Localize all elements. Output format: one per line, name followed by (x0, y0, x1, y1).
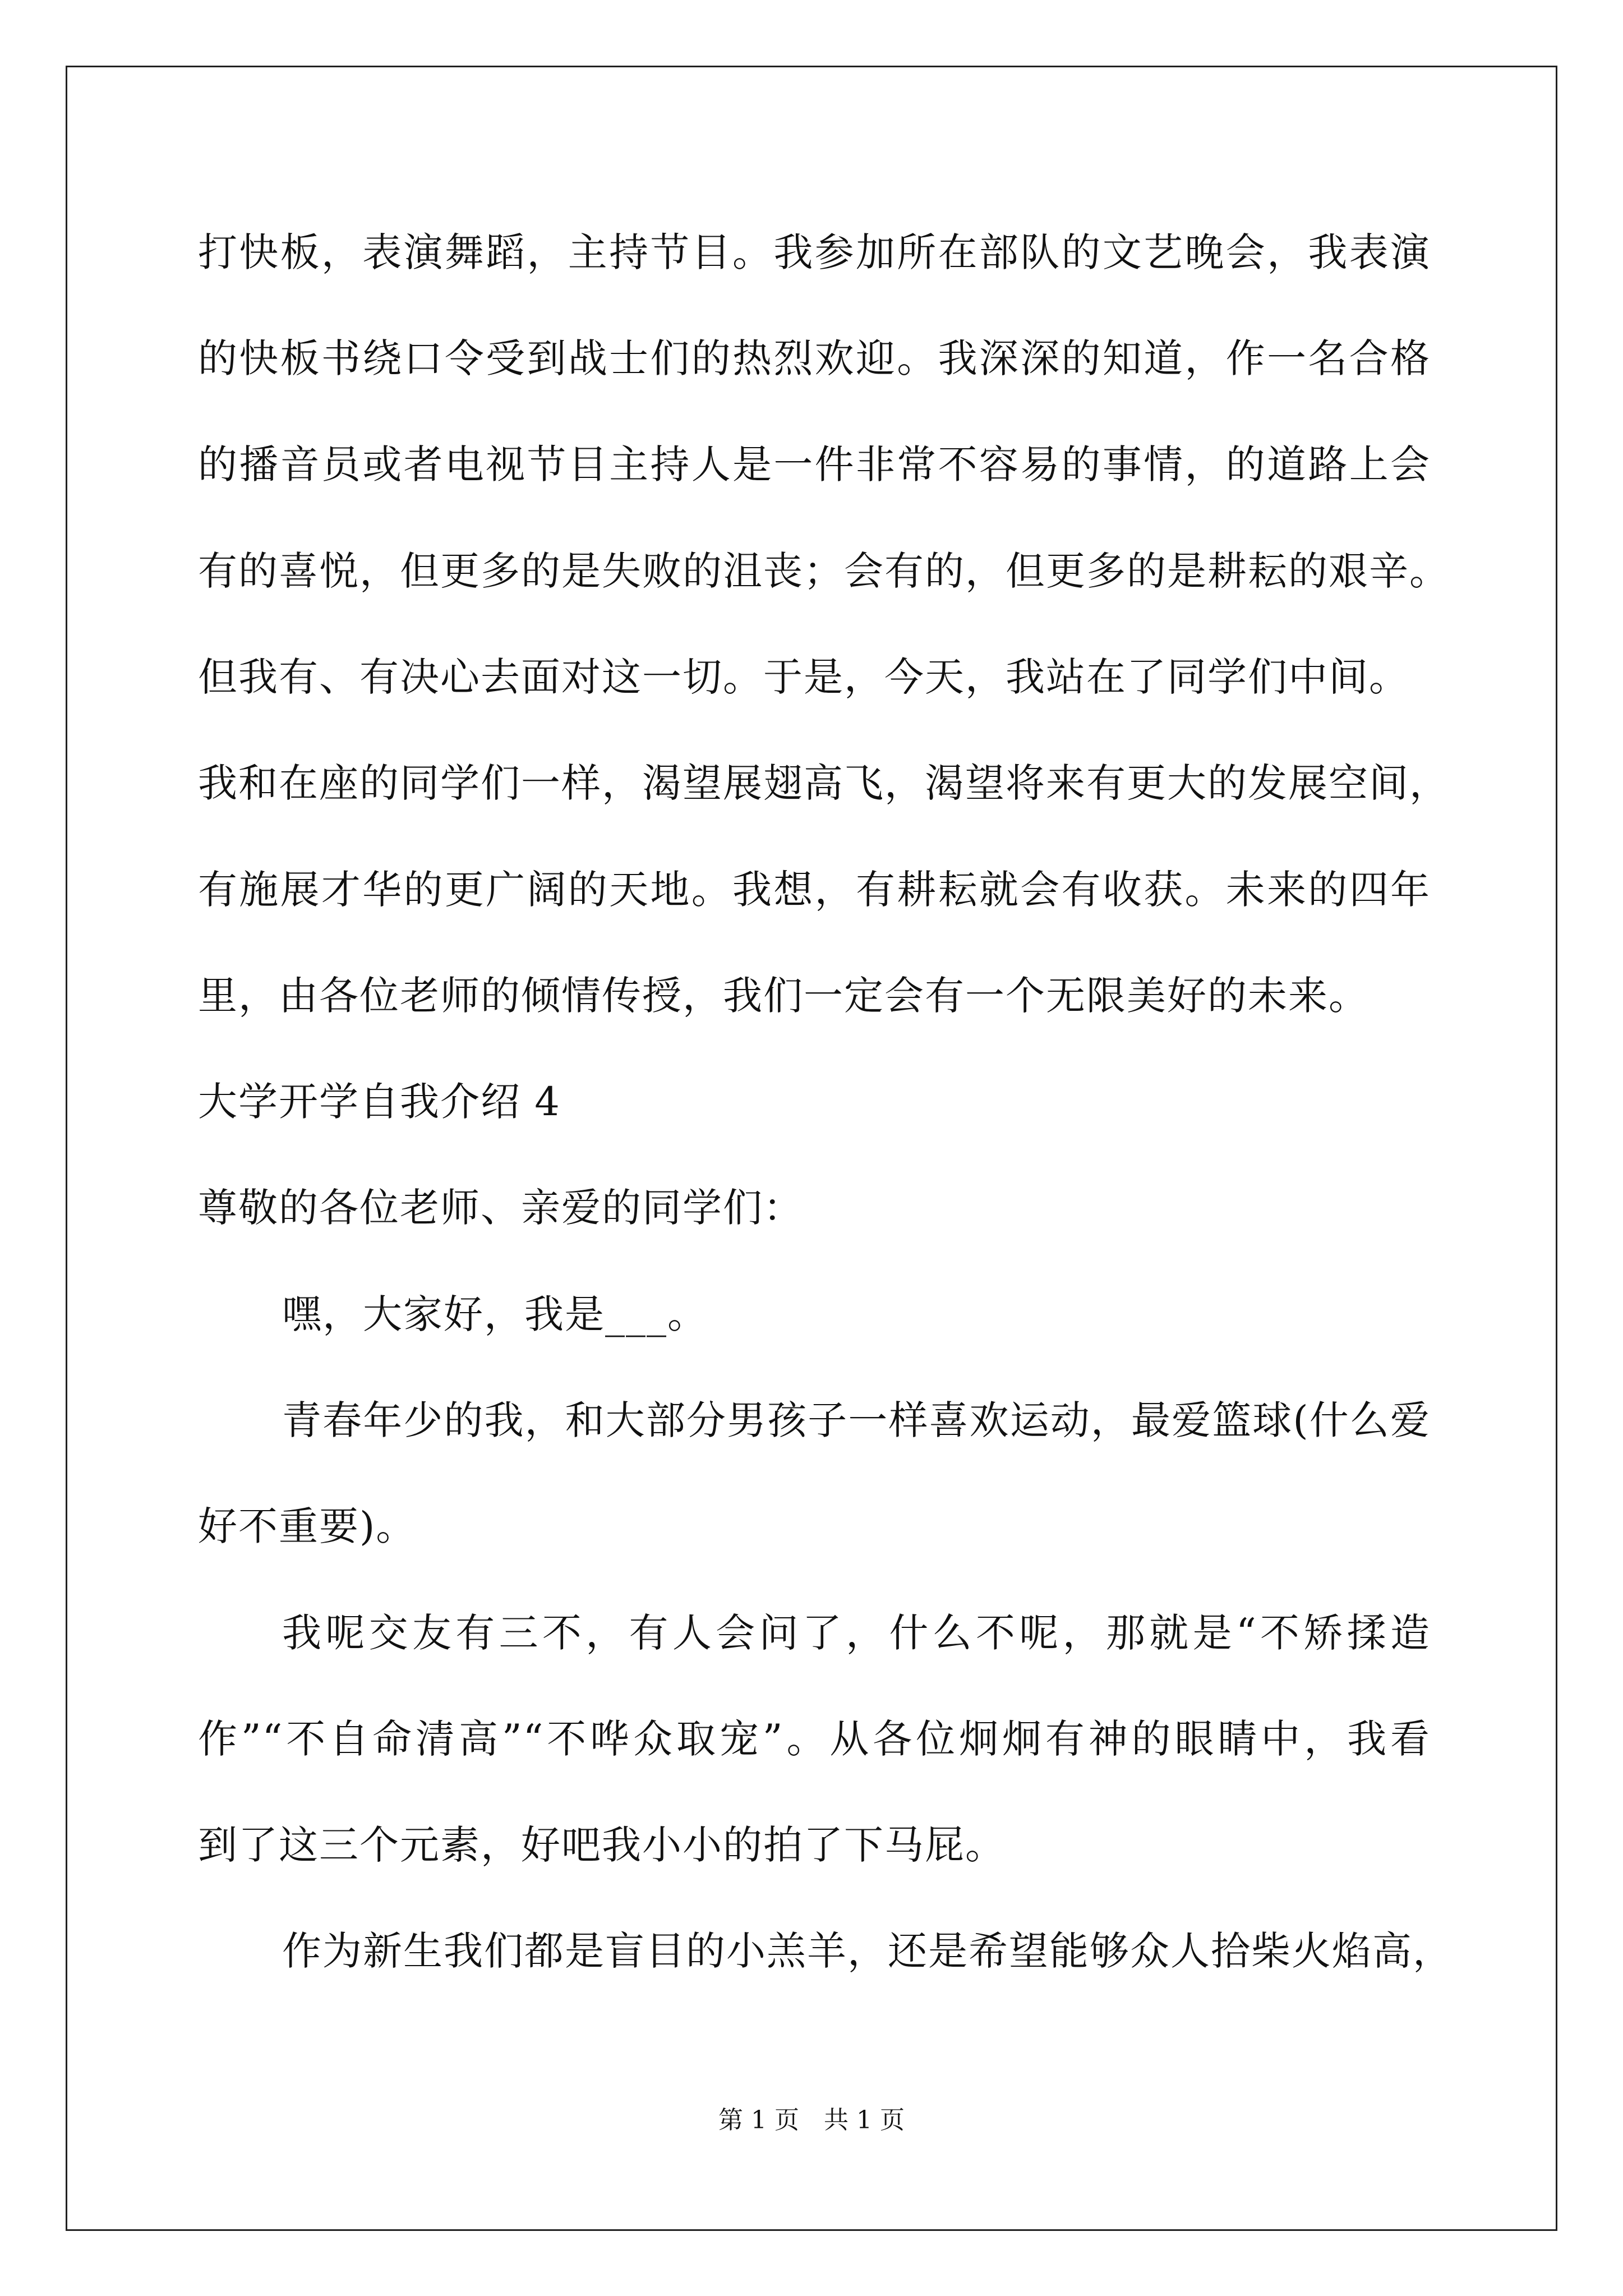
body-text-line: 但我有、有决心去面对这一切。于是，今天，我站在了同学们中间。 (198, 654, 1409, 700)
body-text-line: 我和在座的同学们一样，渴望展翅高飞，渴望将来有更大的发展空间， (198, 760, 1450, 806)
body-text-line: 的播音员或者电视节目主持人是一件非常不容易的事情，的道路上会 (198, 441, 1431, 487)
body-text-line: 嘿，大家好，我是___。 (282, 1291, 708, 1337)
body-text-line: 作”“不自命清高”“不哗众取宠”。从各位炯炯有神的眼睛中，我看 (198, 1716, 1431, 1762)
body-text-line: 的快板书绕口令受到战士们的热烈欢迎。我深深的知道，作一名合格 (198, 335, 1431, 381)
body-text-line: 到了这三个元素，好吧我小小的拍了下马屁。 (198, 1822, 1006, 1868)
page-border (66, 66, 1557, 2231)
body-text-line: 有的喜悦，但更多的是失败的沮丧；会有的，但更多的是耕耘的艰辛。 (198, 548, 1450, 594)
section-heading: 大学开学自我介绍 4 (198, 1079, 561, 1125)
body-text-line: 有施展才华的更广阔的天地。我想，有耕耘就会有收获。未来的四年 (198, 867, 1431, 913)
body-text-line: 作为新生我们都是盲目的小羔羊，还是希望能够众人拾柴火焰高， (282, 1928, 1453, 1974)
body-text-line: 青春年少的我，和大部分男孩子一样喜欢运动，最爱篮球(什么爱 (282, 1397, 1431, 1443)
body-text-line: 好不重要)。 (198, 1503, 417, 1549)
body-text-line: 里，由各位老师的倾情传授，我们一定会有一个无限美好的未来。 (198, 973, 1369, 1019)
page-footer: 第 1 页 共 1 页 (718, 2106, 905, 2134)
body-text-line: 打快板，表演舞蹈，主持节目。我参加所在部队的文艺晚会，我表演 (198, 229, 1431, 275)
salutation: 尊敬的各位老师、亲爱的同学们： (198, 1185, 804, 1231)
body-text-line: 我呢交友有三不，有人会问了，什么不呢，那就是“不矫揉造 (282, 1610, 1431, 1656)
